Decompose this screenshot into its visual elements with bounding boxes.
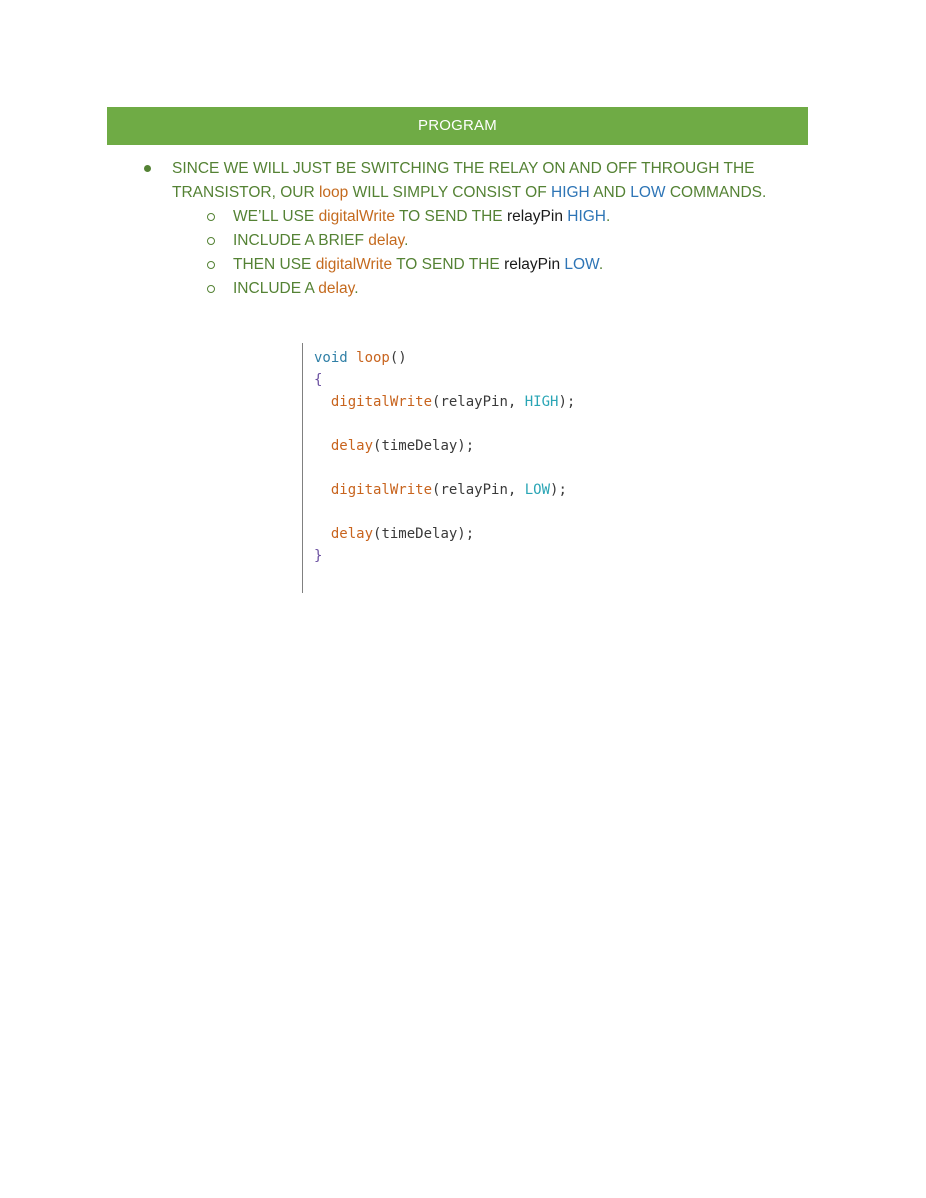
text-segment: . — [598, 256, 604, 273]
sub-list — [140, 205, 820, 301]
bullet-dot-icon — [144, 165, 151, 172]
code-fn-delay: delay — [330, 438, 374, 454]
text-segment: . — [354, 280, 359, 297]
code-snippet — [302, 343, 603, 593]
code-line-open — [314, 369, 575, 391]
code-fn-delay: delay — [330, 526, 374, 542]
code-fn-digitalwrite: digitalWrite — [330, 394, 433, 410]
text-segment: INCLUDE A BRIEF — [233, 232, 369, 249]
code-fn-loop: loop — [347, 350, 390, 366]
text-segment: INCLUDE A — [233, 280, 319, 297]
code-line-signature — [314, 347, 575, 369]
code-keyword-void: void — [314, 350, 348, 366]
bullet-item — [140, 157, 820, 205]
sub-item-3 — [202, 253, 820, 277]
keyword-low: LOW — [564, 256, 599, 273]
code-args: (relayPin, — [432, 394, 525, 410]
code-fn-digitalwrite: digitalWrite — [330, 482, 433, 498]
keyword-relaypin: relayPin — [504, 256, 561, 273]
keyword-digitalwrite: digitalWrite — [318, 208, 395, 225]
code-const-low: LOW — [524, 482, 551, 498]
circle-bullet-icon — [207, 261, 215, 269]
code-const-high: HIGH — [524, 394, 559, 410]
code-args: (relayPin, — [432, 482, 525, 498]
text-segment: COMMANDS. — [665, 184, 767, 201]
bullet-line-1: SINCE WE WILL JUST BE SWITCHING THE RELAY ON AND OFF THROUGH THE — [172, 160, 755, 177]
code-line-write-low — [314, 479, 575, 501]
circle-bullet-icon — [207, 237, 215, 245]
text-segment: WE’LL USE — [233, 208, 319, 225]
text-segment: . — [606, 208, 611, 225]
code-line-delay-1 — [314, 435, 575, 457]
sub-item-1 — [202, 205, 820, 229]
code-line-blank — [314, 413, 575, 435]
code-open-brace: { — [314, 372, 323, 388]
bullet-list — [140, 157, 820, 301]
keyword-digitalwrite: digitalWrite — [315, 256, 393, 273]
code-args: (timeDelay); — [373, 526, 475, 542]
text-segment: AND — [589, 184, 631, 201]
text-segment: TRANSISTOR, OUR — [172, 184, 319, 201]
code-line-delay-2 — [314, 523, 575, 545]
code-args: (timeDelay); — [373, 438, 475, 454]
code-close: ); — [558, 394, 576, 410]
code-close: ); — [550, 482, 567, 498]
keyword-loop: loop — [318, 184, 349, 201]
text-segment: TO SEND THE — [392, 256, 505, 273]
sub-item-2 — [202, 229, 820, 253]
sub-item-4 — [202, 277, 820, 301]
keyword-high: HIGH — [551, 184, 590, 201]
text-segment: . — [404, 232, 409, 249]
text-segment: WILL SIMPLY CONSIST OF — [348, 184, 551, 201]
code-lines — [314, 347, 575, 567]
text-segment: THEN USE — [233, 256, 316, 273]
circle-bullet-icon — [207, 285, 215, 293]
keyword-delay: delay — [368, 232, 405, 249]
code-line-blank — [314, 501, 575, 523]
keyword-high: HIGH — [567, 208, 606, 225]
keyword-delay: delay — [318, 280, 355, 297]
section-header-title: PROGRAM — [418, 117, 497, 134]
keyword-low: LOW — [630, 184, 666, 201]
section-header — [107, 107, 808, 145]
code-line-blank — [314, 457, 575, 479]
code-line-write-high — [314, 391, 575, 413]
code-line-close — [314, 545, 575, 567]
code-parens: () — [389, 350, 407, 366]
code-close-brace: } — [314, 548, 323, 564]
bullet-line-2 — [172, 181, 820, 205]
keyword-relaypin: relayPin — [506, 208, 563, 225]
circle-bullet-icon — [207, 213, 215, 221]
text-segment: TO SEND THE — [394, 208, 507, 225]
